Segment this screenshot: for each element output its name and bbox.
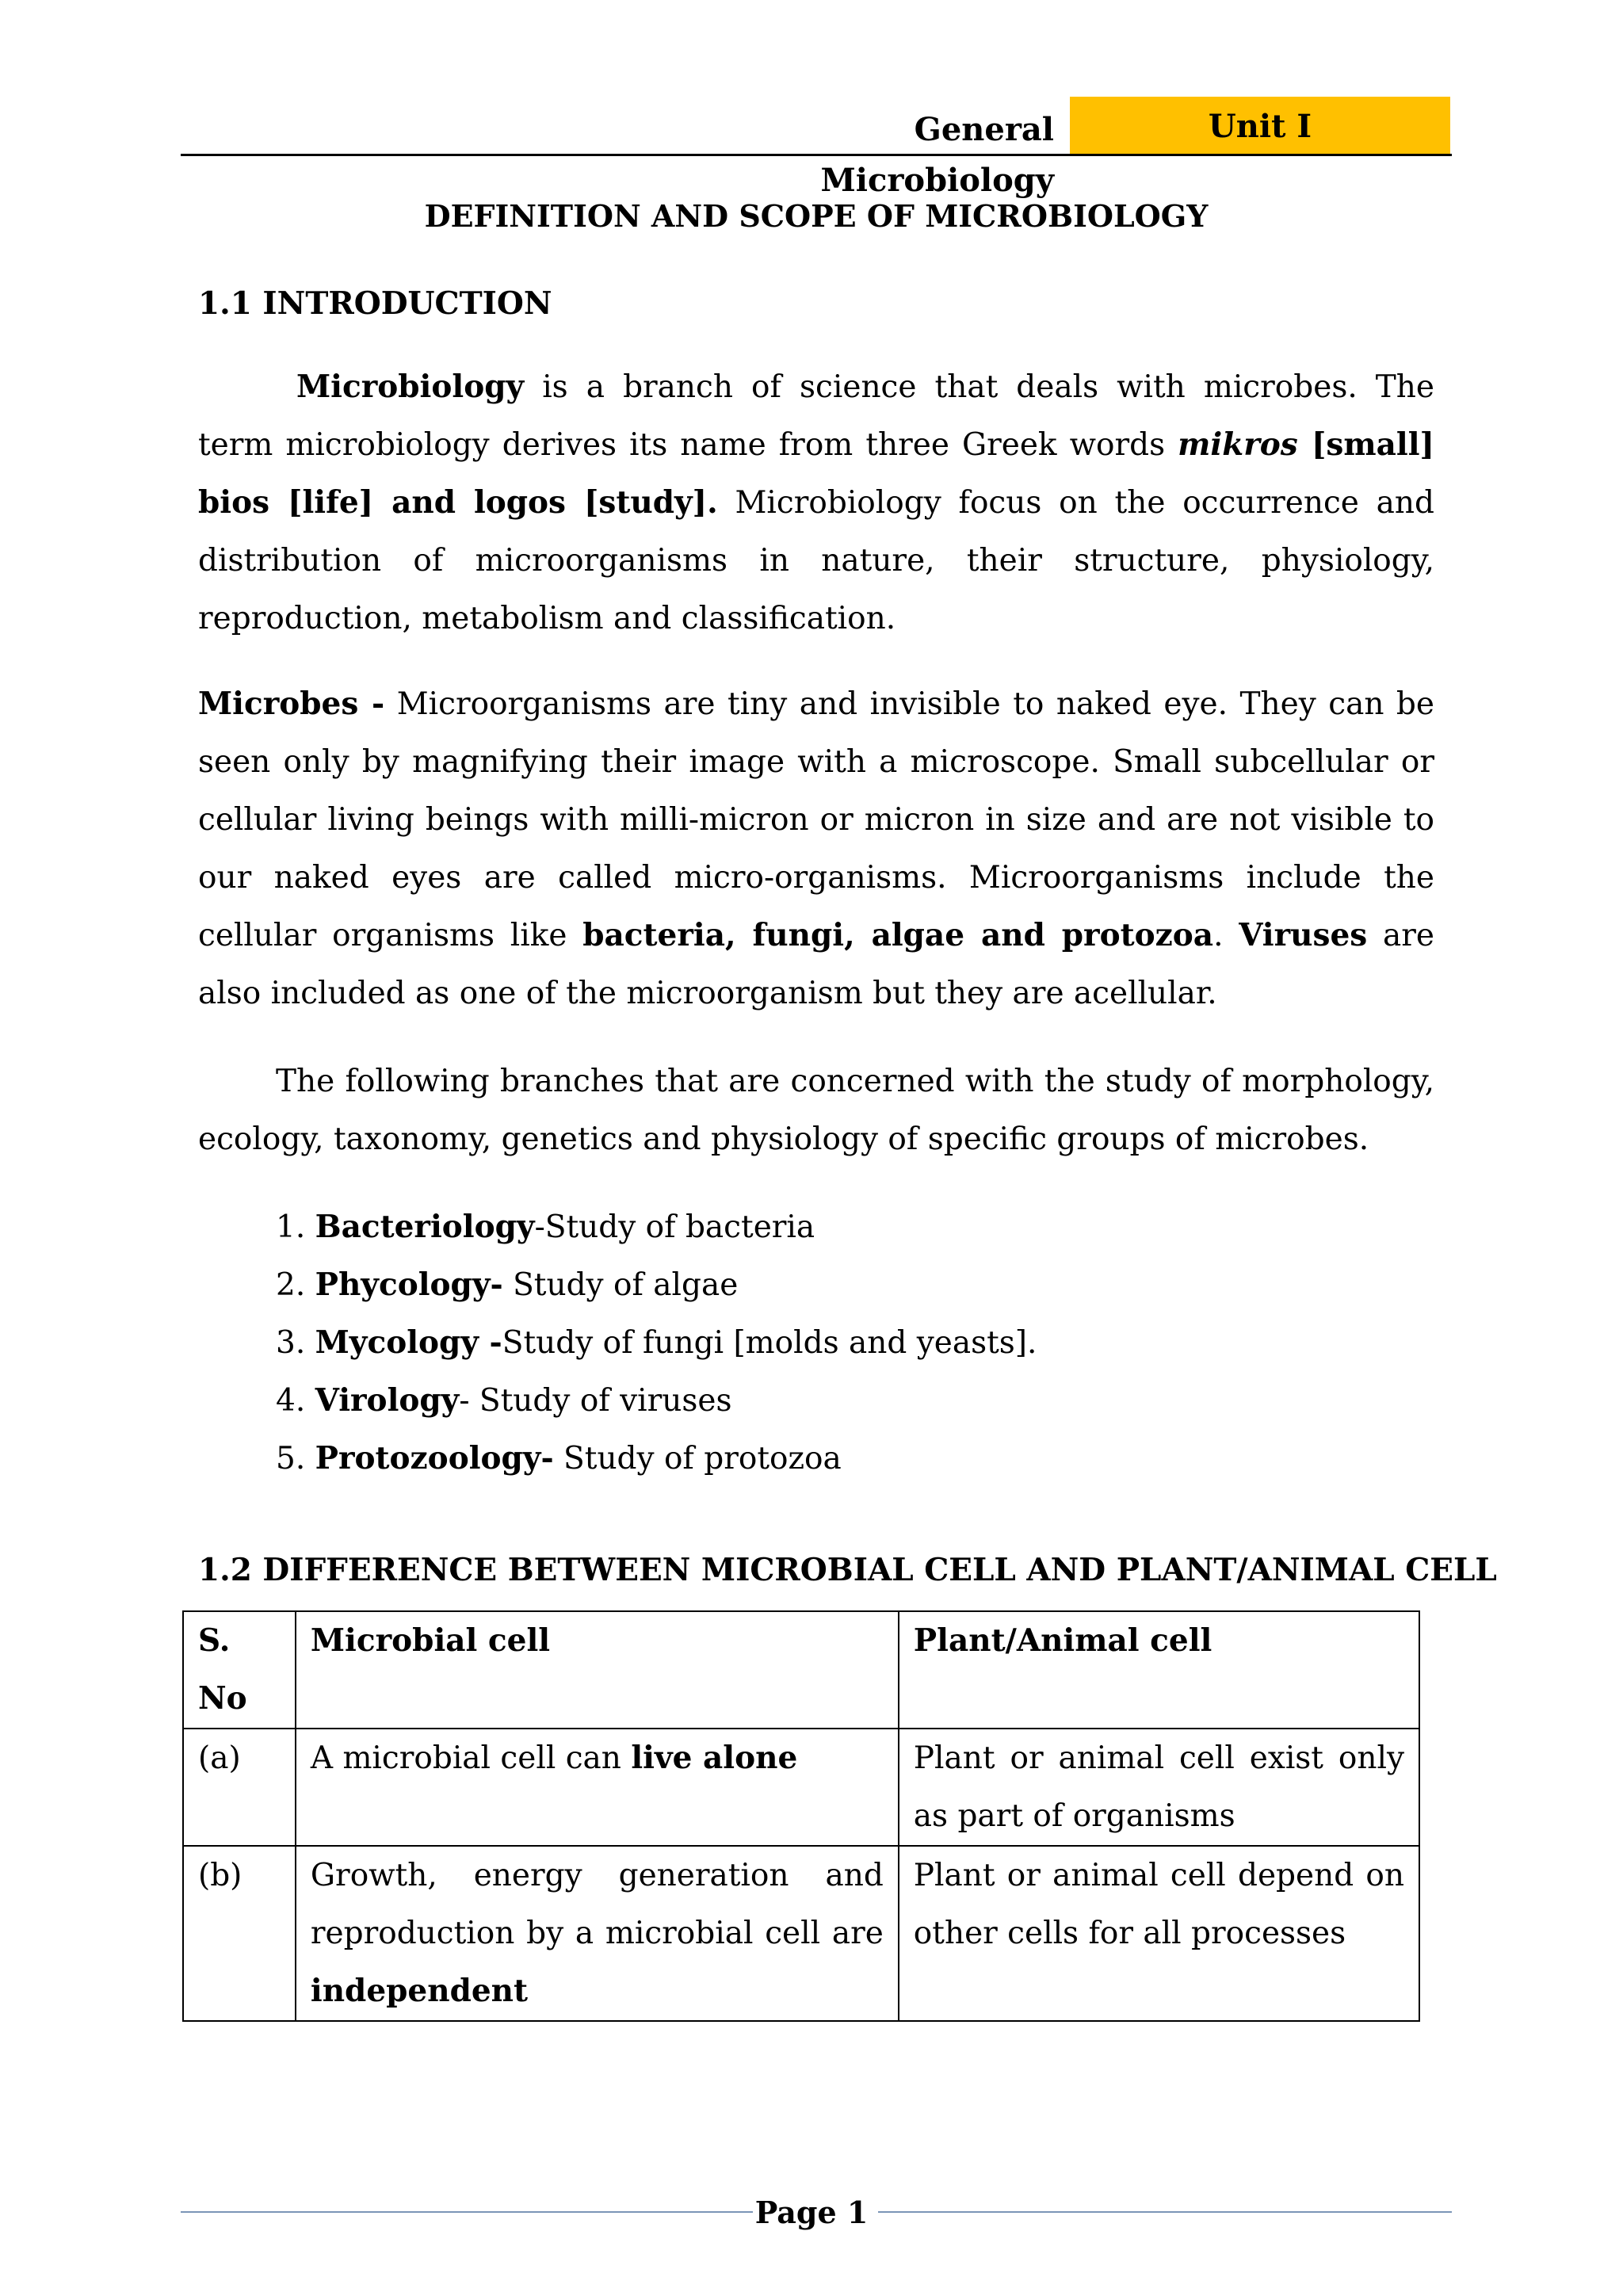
footer-rule-left [181,2211,753,2213]
cell-sno: (b) [183,1846,296,2021]
branch-term: Phycology- [315,1266,503,1303]
header-unit-badge: Unit I [1070,97,1450,155]
term-microbes: Microbes - [198,686,385,722]
table-row [183,1729,1419,1846]
cell-emphasis: live alone [631,1740,798,1776]
list-number: 1. [276,1209,306,1245]
list-item [276,1372,1037,1430]
list-number: 4. [276,1383,306,1419]
text-span: are also included as one of the microorganism but they are acellular. [198,918,1434,1011]
paragraph-branches-intro: The following branches that are concerned with the study of morphology, ecology, taxonomy, genetics and physiology of specific groups of microbes. [198,1064,1434,1157]
term-mikros: mikros [1178,426,1298,463]
text-span: Microbiology focus on the occurrence and distribution of microorganisms in nature, their structure, physiology, reproduction, metabolism and classification. [198,485,1434,636]
list-item [276,1256,1037,1314]
page-number: Page 1 [754,2195,869,2230]
header-divider [181,154,1452,156]
text-span: Growth, energy generation and reproduction by a microbial cell are [310,1858,884,1951]
list-number: 5. [276,1441,306,1477]
column-header-microbial-cell: Microbial cell [296,1611,899,1729]
table-row [183,1846,1419,2021]
paragraph-microbiology-definition [198,358,1434,648]
cell-plant-animal: Plant or animal cell depend on other cells for all processes [899,1846,1419,2021]
branch-description: Study of algae [502,1267,739,1303]
list-number: 3. [276,1325,306,1361]
text-span: Microorganisms are tiny and invisible to naked eye. They can be seen only by magnifying their image with a microscope. Small subcellular or cellular living beings with milli-micron or micron in size and are not visible to our naked eyes are called micro-organisms. Microorganisms include the cellular organisms like [198,686,1434,953]
column-header-plant-animal-cell: Plant/Animal cell [899,1611,1419,1729]
branches-list [276,1198,1037,1488]
text-span: . [1213,918,1239,953]
column-header-sno: S. No [183,1611,296,1729]
document-title: DEFINITION AND SCOPE OF MICROBIOLOGY [424,198,1209,234]
table-header-row [183,1611,1419,1729]
cell-microbial [296,1729,899,1846]
section-heading-difference: 1.2 DIFFERENCE BETWEEN MICROBIAL CELL AND PLANT/ANIMAL CELL [198,1552,1497,1588]
list-item [276,1430,1037,1488]
branch-description: Study of protozoa [553,1441,842,1477]
footer-rule-right [878,2211,1452,2213]
branch-description: - Study of viruses [459,1383,732,1419]
term-cellular-organisms: bacteria, fungi, algae and protozoa [582,917,1214,953]
branch-term: Bacteriology [315,1209,535,1245]
branch-description: -Study of bacteria [534,1209,815,1245]
list-item [276,1198,1037,1256]
header-title: General Microbiology [820,111,1054,199]
text-span: A microbial cell can [310,1740,632,1776]
branch-description: Study of fungi [molds and yeasts]. [502,1325,1037,1361]
cell-sno: (a) [183,1729,296,1846]
cell-emphasis: independent [310,1973,529,2009]
branch-term: Mycology - [315,1324,502,1361]
list-number: 2. [276,1267,306,1303]
comparison-table [182,1610,1420,2022]
branch-term: Virology [315,1382,460,1419]
text-span: is a branch of science that deals with microbes. The term microbiology derives its name from three Greek words [198,369,1434,463]
term-greek-roots: [small] bios [life] and logos [study]. [198,426,1435,521]
list-item [276,1314,1037,1372]
term-viruses: Viruses [1239,917,1368,953]
paragraph-microbes [198,675,1434,1022]
section-heading-introduction: 1.1 INTRODUCTION [198,285,552,322]
cell-plant-animal: Plant or animal cell exist only as part of organisms [899,1729,1419,1846]
cell-microbial [296,1846,899,2021]
term-microbiology: Microbiology [296,369,525,405]
branch-term: Protozoology- [315,1440,554,1477]
